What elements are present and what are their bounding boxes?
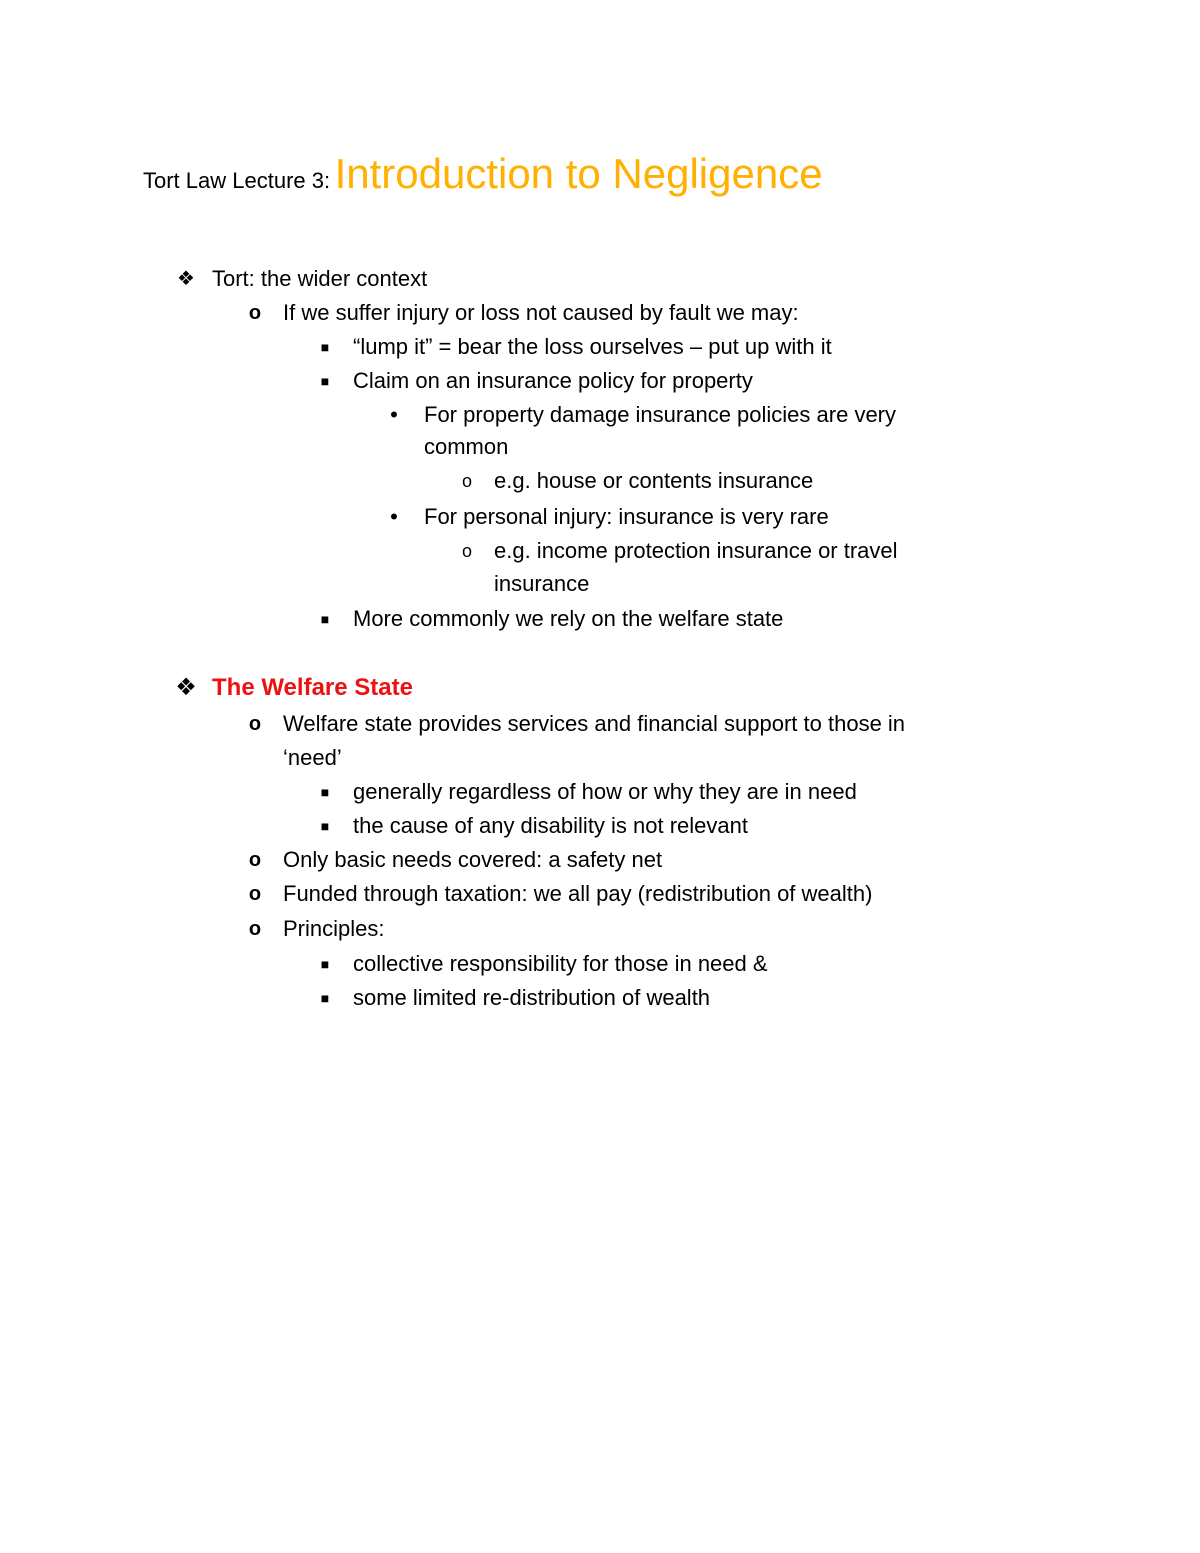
list-item: e.g. house or contents insurance <box>494 468 814 493</box>
circle-bullet-icon: o <box>248 713 262 735</box>
title-lead: Tort Law Lecture 3: <box>143 168 331 193</box>
square-bullet-icon: ■ <box>320 373 330 389</box>
section-heading: Tort: the wider context <box>212 266 428 291</box>
list-item: Only basic needs covered: a safety net <box>283 847 663 872</box>
list-item-continued: ‘need’ <box>283 745 342 770</box>
list-item: Claim on an insurance policy for property <box>353 368 753 393</box>
list-item: some limited re-distribution of wealth <box>353 985 711 1010</box>
dot-bullet-icon: • <box>390 402 398 427</box>
list-item: “lump it” = bear the loss ourselves – put up with it <box>353 334 832 359</box>
square-bullet-icon: ■ <box>320 990 330 1006</box>
dot-bullet-icon: • <box>390 504 398 529</box>
list-item: Funded through taxation: we all pay (redistribution of wealth) <box>283 881 873 906</box>
list-item: For personal injury: insurance is very rare <box>424 504 829 529</box>
square-bullet-icon: ■ <box>320 784 330 800</box>
list-item-continued: insurance <box>494 571 590 596</box>
list-item: More commonly we rely on the welfare state <box>353 606 784 631</box>
title-main: Introduction to Negligence <box>334 150 823 197</box>
circle-bullet-icon: o <box>248 918 262 940</box>
list-item: Principles: <box>283 916 385 941</box>
list-item: If we suffer injury or loss not caused by fault we may: <box>283 300 799 325</box>
list-item: collective responsibility for those in need & <box>353 951 768 976</box>
ring-bullet-icon: o <box>461 471 472 491</box>
list-item-continued: common <box>424 434 509 459</box>
square-bullet-icon: ■ <box>320 956 330 972</box>
circle-bullet-icon: o <box>248 849 262 871</box>
square-bullet-icon: ■ <box>320 611 330 627</box>
list-item: For property damage insurance policies are very <box>424 402 897 427</box>
list-item: generally regardless of how or why they are in need <box>353 779 857 804</box>
list-item: e.g. income protection insurance or travel <box>494 538 898 563</box>
square-bullet-icon: ■ <box>320 818 330 834</box>
list-item: Welfare state provides services and financial support to those in <box>283 711 906 736</box>
page-title <box>143 150 823 198</box>
circle-bullet-icon: o <box>248 302 262 324</box>
circle-bullet-icon: o <box>248 883 262 905</box>
section-heading: The Welfare State <box>212 674 413 701</box>
square-bullet-icon: ■ <box>320 339 330 355</box>
diamond-bullet-icon: ❖ <box>177 268 195 290</box>
list-item: the cause of any disability is not relevant <box>353 813 749 838</box>
ring-bullet-icon: o <box>461 541 472 561</box>
diamond-bullet-icon: ❖ <box>175 674 197 701</box>
